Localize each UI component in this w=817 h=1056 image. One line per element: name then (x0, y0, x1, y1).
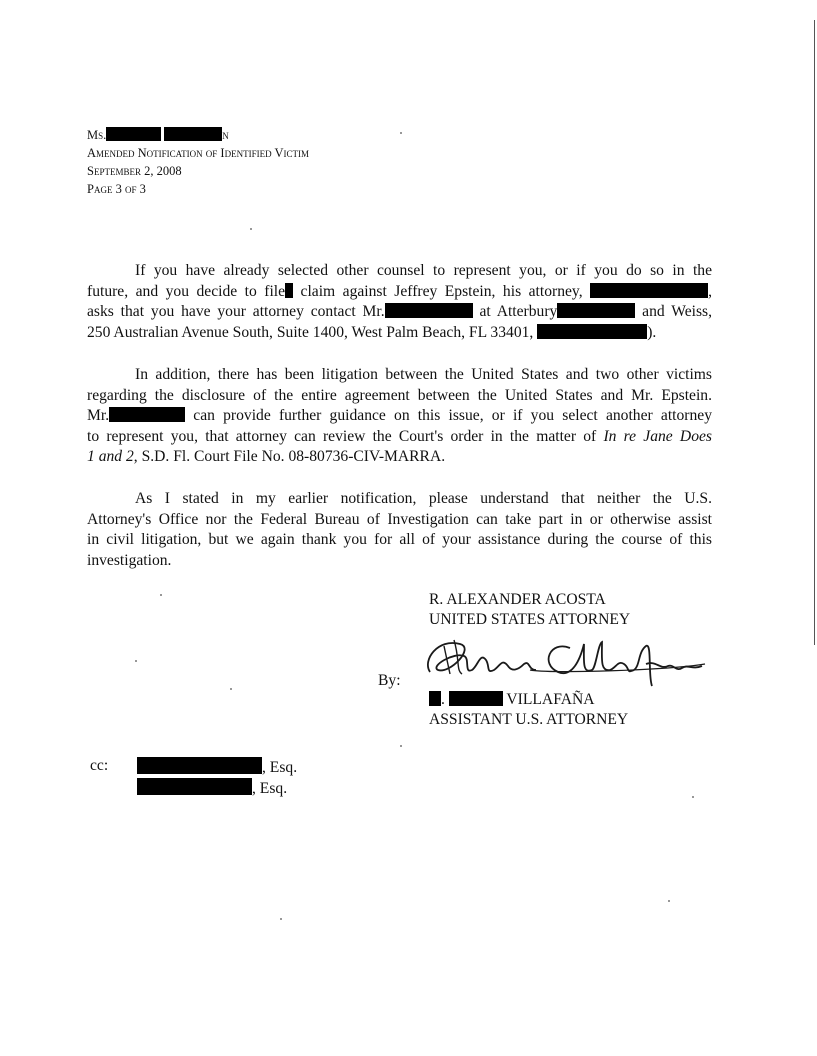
page-edge-line (814, 20, 815, 645)
text-line: investigation. (87, 551, 172, 569)
cc-label: cc: (90, 757, 109, 774)
scan-speck (400, 745, 402, 747)
redaction-bar (164, 127, 222, 141)
text-line: Attorney's Office nor the Federal Bureau of Investigation can take part in or otherwise assist (87, 510, 712, 528)
letter-date: September 2, 2008 (87, 164, 182, 178)
redaction-bar (590, 283, 708, 298)
scan-speck (400, 132, 402, 134)
paragraph-closing (87, 489, 712, 571)
letter-header (87, 126, 309, 198)
redaction-bar (557, 303, 635, 318)
redaction-bar (385, 303, 473, 318)
text-line: 1 and 2, S.D. Fl. Court File No. 08-80736-CIV-MARRA. (87, 448, 446, 465)
notice-title: Amended Notification of Identified Victim (87, 146, 310, 160)
cc-list (137, 757, 297, 799)
text-line: 250 Australian Avenue South, Suite 1400, West Palm Beach, FL 33401, ). (87, 323, 657, 341)
recipient-suffix: n (222, 128, 229, 142)
cc-line: , Esq. (137, 757, 297, 778)
handwritten-signature (420, 630, 710, 690)
scan-speck (692, 796, 694, 798)
text-line: regarding the disclosure of the entire agreement between the United States and Mr. Epstein. (87, 386, 712, 404)
redaction-bar (285, 283, 293, 298)
redaction-bar (109, 407, 185, 422)
page-number: Page 3 of 3 (87, 182, 146, 196)
redaction-bar (429, 691, 441, 706)
assistant-name: . VILLAFAÑA (429, 690, 628, 710)
text-line: asks that you have your attorney contact Mr. at Atterbury and Weiss, (87, 303, 712, 320)
scan-speck (668, 900, 670, 902)
signature-block-attorney (429, 590, 630, 630)
redaction-bar (106, 127, 161, 141)
text-line: As I stated in my earlier notification, please understand that neither the U.S. (135, 490, 712, 507)
text-line: In addition, there has been litigation between the United States and two other victims (135, 366, 712, 383)
scan-speck (250, 228, 252, 230)
text-line: future, and you decide to file claim against Jeffrey Epstein, his attorney, , (87, 282, 712, 300)
text-line: to represent you, that attorney can review the Court's order in the matter of In re Jane Does (87, 427, 712, 445)
text-line: in civil litigation, but we again thank you for all of your assistance during the course of this (87, 531, 712, 548)
paragraph-litigation (87, 365, 712, 468)
redaction-bar (449, 691, 503, 706)
assistant-title: ASSISTANT U.S. ATTORNEY (429, 711, 629, 728)
recipient-prefix: Ms. (87, 128, 107, 142)
redaction-bar (137, 778, 252, 795)
paragraph-counsel (87, 261, 712, 343)
signature-block-assistant (429, 690, 628, 730)
scan-speck (160, 594, 162, 596)
attorney-name: R. ALEXANDER ACOSTA (429, 591, 606, 608)
scan-speck (280, 918, 282, 920)
cc-line: , Esq. (137, 778, 297, 799)
attorney-title: UNITED STATES ATTORNEY (429, 611, 631, 628)
redaction-bar (137, 757, 262, 774)
by-label: By: (378, 672, 401, 689)
recipient-line (87, 126, 309, 144)
scan-speck (135, 660, 137, 662)
text-line: If you have already selected other counsel to represent you, or if you do so in the (135, 262, 712, 279)
redaction-bar (537, 324, 647, 339)
text-line: Mr. can provide further guidance on this issue, or if you select another attorney (87, 407, 712, 424)
scan-speck (230, 688, 232, 690)
